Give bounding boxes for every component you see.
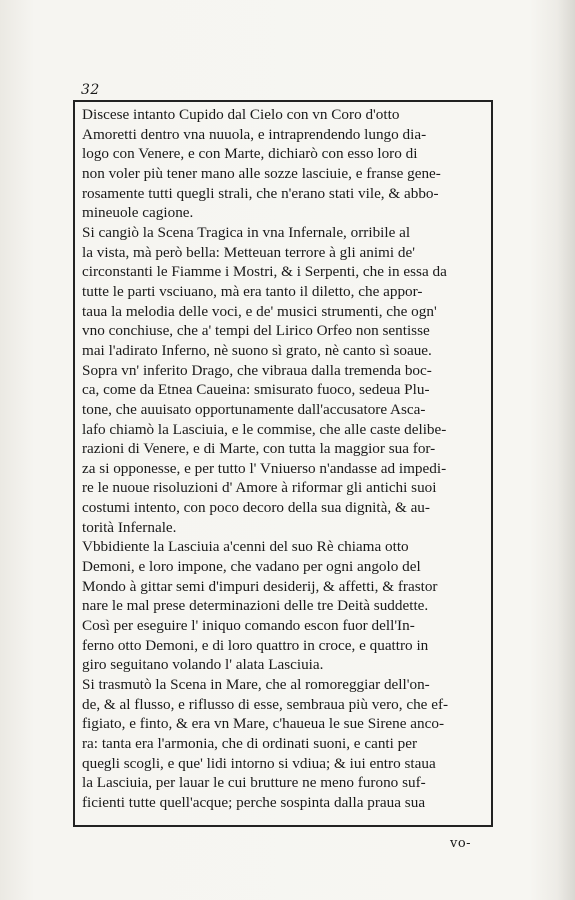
text-line: la Lasciuia, per lauar le cui brutture ne meno furono suf-	[82, 774, 426, 792]
catchword: vo-	[450, 836, 472, 851]
text-line: Si trasmutò la Scena in Mare, che al romoreggiar dell'on-	[82, 676, 430, 694]
text-line: giro seguitano volando l' alata Lasciuia.	[82, 656, 324, 674]
text-line: Discese intanto Cupido dal Cielo con vn Coro d'otto	[82, 106, 400, 123]
text-line: torità Infernale.	[82, 518, 177, 536]
text-line: razioni di Venere, e di Marte, con tutta la maggior sua for-	[82, 440, 436, 458]
text-line: ca, come da Etnea Caueina: smisurato fuoco, sedeua Plu-	[82, 381, 430, 399]
text-line: circonstanti le Fiamme i Mostri, & i Serpenti, che in essa da	[82, 263, 447, 281]
text-line: tone, che auuisato opportunamente dall'accusatore Asca-	[82, 400, 426, 418]
text-line: la vista, mà però bella: Metteuan terrore à gli animi de'	[82, 243, 415, 261]
page-number: 32	[81, 82, 100, 98]
text-line: logo con Venere, e con Marte, dichiarò con esso loro di	[82, 145, 418, 163]
text-line: figiato, e finto, & era vn Mare, c'haueua le sue Sirene anco-	[82, 715, 445, 733]
text-line: za si opponesse, e per tutto l' Vniuerso n'andasse ad impedi-	[82, 459, 447, 477]
text-line: taua la melodia delle voci, e de' musici strumenti, che ogn'	[82, 302, 437, 320]
page-gutter-shadow	[557, 0, 575, 900]
text-line: lafo chiamò la Lasciuia, e le commise, che alle caste delibe-	[82, 420, 447, 438]
text-line: re le nuoue risoluzioni d' Amore à riformar gli antichi suoi	[82, 479, 437, 497]
paragraph-comando	[82, 616, 486, 675]
text-line: ferno otto Demoni, e di loro quattro in croce, e quattro in	[82, 636, 429, 654]
paragraph-scena-infernale	[82, 223, 486, 538]
text-line: Mondo à gittar semi d'impuri desiderij, & affetti, & frastor	[82, 577, 438, 595]
text-line: mai l'adirato Inferno, nè suono sì grato, nè canto sì soaue.	[82, 341, 432, 359]
text-line: Così per eseguire l' iniquo comando escon fuor dell'In-	[82, 617, 415, 635]
text-line: vno conchiuse, che a' tempi del Lirico Orfeo non sentisse	[82, 322, 430, 340]
text-block	[82, 105, 486, 813]
text-line: ficienti tutte quell'acque; perche sospinta dalla praua sua	[82, 793, 426, 811]
text-line: costumi intento, con poco decoro della sua dignità, & au-	[82, 499, 430, 517]
paragraph-scena-mare	[82, 675, 486, 813]
text-line: mineuole cagione.	[82, 204, 194, 222]
paragraph-lasciuia-demoni	[82, 537, 486, 616]
text-line: ra: tanta era l'armonia, che di ordinati suoni, e canti per	[82, 735, 418, 752]
text-line: tutte le parti vsciuano, mà era tanto il diletto, che appor-	[82, 282, 423, 300]
text-line: Sopra vn' inferito Drago, che vibraua dalla tremenda boc-	[82, 361, 432, 379]
text-line: Demoni, e loro impone, che vadano per ogni angolo del	[82, 558, 421, 576]
text-line: de, & al flusso, e riflusso di esse, sembraua più vero, che ef-	[82, 695, 449, 713]
text-line: Vbbidiente la Lasciuia a'cenni del suo Rè chiama otto	[82, 538, 409, 556]
text-line: Amoretti dentro vna nuuola, e intraprendendo lungo dia-	[82, 125, 427, 143]
text-line: Si cangiò la Scena Tragica in vna Infernale, orribile al	[82, 223, 411, 241]
text-line: quegli scogli, e que' lidi intorno si vdiua; & iui entro staua	[82, 754, 436, 772]
text-line: nare le mal prese determinazioni delle tre Deità suddette.	[82, 597, 429, 615]
text-line: rosamente tutti quegli strali, che n'erano stati vile, & abbo-	[82, 184, 439, 202]
text-line: non voler più tener mano alle sozze lasciuie, e franse gene-	[82, 164, 441, 182]
paragraph-cupido	[82, 105, 486, 223]
